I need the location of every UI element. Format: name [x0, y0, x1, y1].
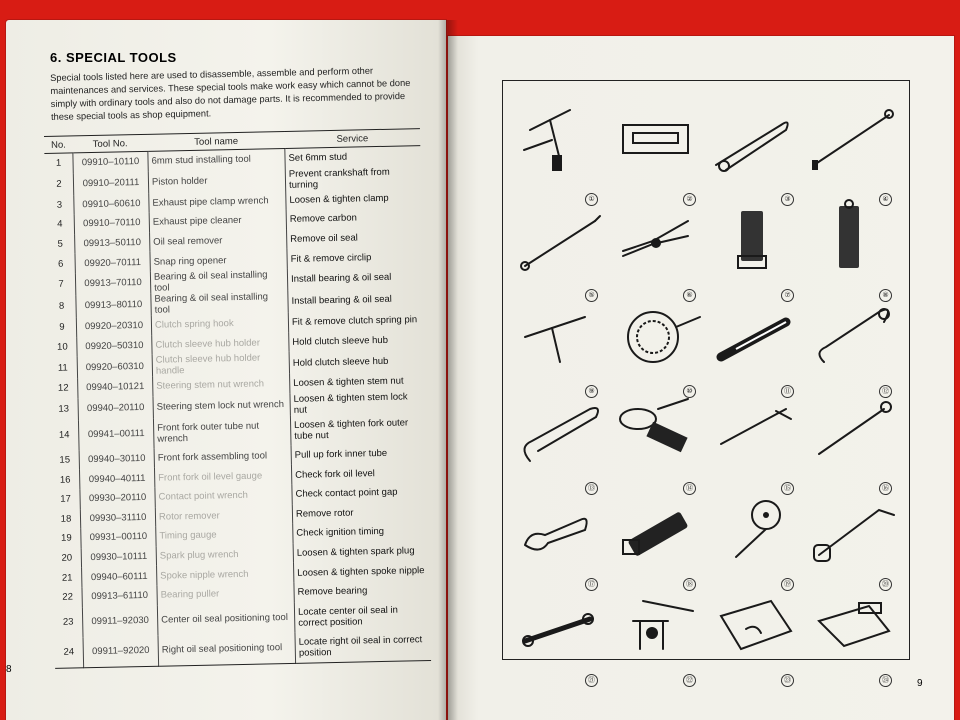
tool-name: Bearing & oil seal installing tool — [151, 291, 288, 316]
row-number: 12 — [49, 379, 78, 399]
row-number: 22 — [53, 587, 82, 607]
tool-name: Bearing & oil seal installing tool — [150, 269, 287, 294]
row-number: 2 — [45, 173, 74, 196]
tool-number: 09910–20111 — [73, 171, 148, 195]
special-tools-table — [44, 128, 431, 668]
row-number: 6 — [46, 254, 75, 274]
figure-number: ④ — [879, 193, 892, 206]
row-number: 7 — [47, 273, 76, 296]
contact-point-wrench-icon — [510, 477, 610, 573]
tool-name: Exhaust pipe clamp wrench — [149, 191, 286, 213]
tool-number: 09920–60310 — [77, 355, 152, 379]
row-number: 17 — [51, 489, 80, 509]
tool-name: Front fork assembling tool — [154, 446, 291, 468]
figure-number: ⑫ — [879, 385, 892, 398]
tool-service: Loosen & tighten spark plug — [296, 545, 415, 559]
section-title: 6. SPECIAL TOOLS — [50, 50, 177, 65]
tool-number: 09930–20110 — [80, 488, 155, 509]
t-handle-socket-icon — [510, 92, 610, 188]
tool-number: 09940–40111 — [79, 468, 154, 489]
tool-name: Clutch sleeve hub holder — [152, 332, 289, 354]
tool-name: Steering stem lock nut wrench — [153, 394, 290, 419]
tool-number: 09911–92020 — [83, 635, 159, 667]
figure-number: ① — [585, 193, 598, 206]
row-number: 19 — [52, 528, 81, 548]
row-number: 11 — [49, 357, 78, 380]
figure-number: ㉓ — [781, 674, 794, 687]
row-number: 8 — [47, 295, 76, 318]
tool-number: 09910–70110 — [74, 213, 149, 234]
oil-seal-remover-icon — [510, 188, 610, 284]
row-number: 14 — [50, 420, 79, 451]
figure-number: ⑱ — [683, 578, 696, 591]
row-number: 10 — [48, 337, 77, 357]
row-number: 16 — [51, 470, 80, 490]
tool-service: Install bearing & oil seal — [291, 294, 392, 308]
pipe-cleaner-icon — [804, 92, 904, 188]
tool-number: 09930–10111 — [81, 546, 156, 567]
tool-number: 09913–70110 — [75, 272, 150, 296]
book-gutter — [438, 20, 458, 720]
spark-plug-wrench-icon — [804, 477, 904, 573]
tool-name: Timing gauge — [156, 524, 293, 546]
hub-holder-ring-icon — [608, 284, 708, 380]
tool-number: 09941–00111 — [78, 419, 154, 451]
oil-level-gauge-icon — [804, 381, 904, 477]
tool-number: 09913–61110 — [82, 586, 157, 607]
header-no: No. — [44, 136, 73, 154]
tool-service: Fit & remove clutch spring pin — [291, 314, 418, 329]
tool-name: Spark plug wrench — [156, 544, 293, 566]
header-tool-no: Tool No. — [73, 134, 148, 153]
row-number: 13 — [50, 398, 79, 421]
row-number: 4 — [46, 215, 75, 235]
row-number: 15 — [51, 450, 80, 470]
tool-name: Steering stem nut wrench — [153, 374, 290, 396]
figure-number: ⑨ — [585, 385, 598, 398]
tool-service: Locate right oil seal in correct position — [295, 630, 431, 663]
tool-service: Loosen & tighten stem lock nut — [293, 391, 408, 416]
tool-service: Prevent crankshaft from turning — [288, 166, 390, 191]
tool-name: Contact point wrench — [155, 485, 292, 507]
tool-service: Remove bearing — [297, 585, 368, 598]
figure-number: ㉑ — [585, 674, 598, 687]
row-number: 5 — [46, 234, 75, 254]
tool-service: Remove rotor — [295, 507, 354, 520]
figure-number: ⑯ — [879, 482, 892, 495]
figure-number: ⑧ — [879, 289, 892, 302]
tool-service: Loosen & tighten stem nut — [293, 375, 404, 390]
tool-service: Loosen & tighten clamp — [289, 192, 389, 206]
tool-number: 09920–70111 — [75, 252, 150, 273]
tool-figure — [804, 573, 904, 689]
page-number-left: 8 — [6, 664, 12, 675]
header-tool-name: Tool name — [147, 131, 284, 151]
row-number: 18 — [52, 509, 81, 529]
tool-name: Spoke nipple wrench — [157, 563, 294, 585]
spoke-wrench-icon — [510, 573, 610, 669]
intro-paragraph: Special tools listed here are used to disassemble, assemble and perform other maintenances and services. These special tools make work easy which cannot be done simply with ordinary tools and also do not damage parts. It is recommended to provide these special tools as shop equipment. — [50, 65, 411, 122]
tool-service: Install bearing & oil seal — [290, 272, 392, 286]
figure-number: ⑬ — [585, 482, 598, 495]
tool-number: 09940–30110 — [79, 449, 154, 470]
tool-service: Remove oil seal — [290, 232, 358, 245]
row-number: 9 — [48, 317, 77, 337]
row-number: 3 — [45, 195, 74, 215]
figure-number: ② — [683, 193, 696, 206]
figure-number: ⑦ — [781, 289, 794, 302]
center-seal-plate-icon — [706, 573, 806, 669]
figure-number: ⑪ — [781, 385, 794, 398]
figure-number: ⑭ — [683, 482, 696, 495]
tube-nut-wrench-icon — [608, 381, 708, 477]
right-seal-plate-icon — [804, 573, 904, 669]
tool-number: 09920–20310 — [76, 316, 151, 337]
tool-service: Check ignition timing — [296, 526, 385, 540]
row-number: 23 — [54, 607, 83, 638]
timing-dial-gauge-icon — [706, 477, 806, 573]
figure-number: ⑮ — [781, 482, 794, 495]
tool-name: Center oil seal positioning tool — [157, 602, 295, 635]
tool-service: Set 6mm stud — [288, 151, 348, 165]
tool-name: Clutch spring hook — [151, 313, 288, 335]
tool-service: Locate center oil seal in correct position — [297, 604, 398, 629]
snap-ring-pliers-icon — [608, 188, 708, 284]
stem-nut-wrench-icon — [804, 284, 904, 380]
page-number-right: 9 — [917, 678, 923, 689]
row-number: 1 — [44, 153, 73, 174]
tool-figure — [608, 573, 708, 689]
tool-number: 09940–60111 — [82, 566, 157, 587]
lock-nut-wrench-icon — [510, 381, 610, 477]
rotor-remover-icon — [608, 477, 708, 573]
bearing-installer-short-icon — [706, 188, 806, 284]
tool-number: 09920–50310 — [77, 335, 152, 356]
tool-name: Oil seal remover — [150, 230, 287, 252]
bearing-installer-long-icon — [804, 188, 904, 284]
tool-service: Loosen & tighten fork outer tube nut — [293, 417, 409, 442]
tool-name: Right oil seal positioning tool — [158, 632, 296, 665]
tool-service: Fit & remove circlip — [290, 251, 372, 265]
tool-figure — [510, 573, 610, 689]
tool-name: Bearing puller — [157, 583, 294, 605]
tool-number: 09913–80110 — [76, 294, 151, 318]
tool-service: Check fork oil level — [295, 467, 375, 481]
row-number: 20 — [53, 548, 82, 568]
tool-number: 09930–31110 — [80, 507, 155, 528]
tool-name: Front fork oil level gauge — [154, 465, 291, 487]
row-number: 24 — [55, 637, 84, 668]
tool-name: 6mm stud installing tool — [148, 148, 285, 171]
figure-number: ㉒ — [683, 674, 696, 687]
tool-number: 09940–10121 — [78, 377, 153, 398]
tool-number: 09931–00110 — [81, 527, 156, 548]
tool-service: Hold clutch sleeve hub — [292, 334, 389, 348]
tool-service: Remove carbon — [289, 212, 357, 226]
tool-name: Snap ring opener — [150, 249, 287, 271]
figure-number: ⑤ — [585, 289, 598, 302]
figure-number: ⑳ — [879, 578, 892, 591]
tool-number: 09910–60610 — [74, 193, 149, 214]
figure-number: ⑲ — [781, 578, 794, 591]
tool-name: Front fork outer tube nut wrench — [153, 416, 291, 449]
figure-number: ③ — [781, 193, 794, 206]
tool-number: 09910–10110 — [73, 151, 148, 173]
tool-name: Exhaust pipe cleaner — [149, 210, 286, 232]
tool-figure — [706, 573, 806, 689]
piston-holder-block-icon — [608, 92, 708, 188]
hub-holder-handle-icon — [706, 284, 806, 380]
figure-number: ⑰ — [585, 578, 598, 591]
hook-wrench-icon — [706, 92, 806, 188]
tool-name: Clutch sleeve hub holder handle — [152, 352, 289, 377]
bearing-puller-icon — [608, 573, 708, 669]
tool-service: Check contact point gap — [295, 486, 398, 501]
tool-service: Hold clutch sleeve hub — [292, 355, 389, 369]
table-body — [44, 146, 431, 668]
figure-number: ⑥ — [683, 289, 696, 302]
tool-number: 09911–92030 — [82, 605, 158, 637]
row-number: 21 — [53, 568, 82, 588]
header-service: Service — [284, 129, 420, 149]
tool-name: Piston holder — [148, 169, 285, 194]
figure-number: ㉔ — [879, 674, 892, 687]
tool-service: Pull up fork inner tube — [294, 447, 388, 461]
tool-number: 09940–20110 — [78, 397, 153, 421]
figure-number: ⑩ — [683, 385, 696, 398]
tool-name: Rotor remover — [155, 504, 292, 526]
tool-number: 09913–50110 — [75, 233, 150, 254]
tool-service: Loosen & tighten spoke nipple — [297, 564, 425, 579]
fork-tool-t-icon — [706, 381, 806, 477]
spring-hook-icon — [510, 284, 610, 380]
